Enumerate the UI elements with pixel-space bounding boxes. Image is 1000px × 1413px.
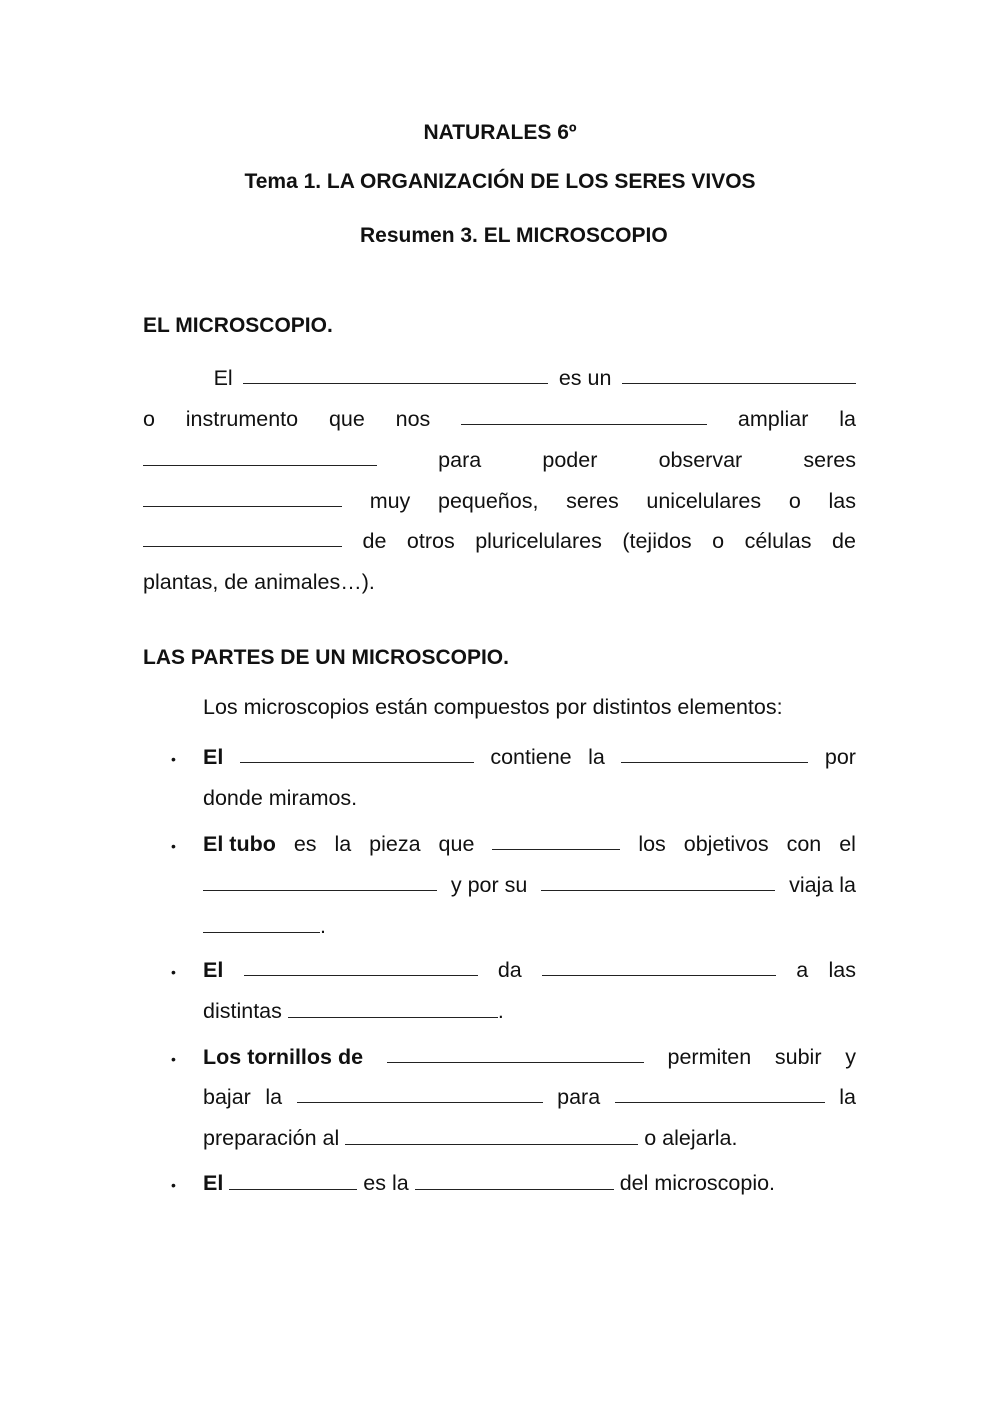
- fill-blank[interactable]: [243, 365, 548, 384]
- bullet-3-line-1: [203, 957, 856, 983]
- word: los: [638, 832, 666, 856]
- word: pieza: [369, 832, 421, 856]
- fill-blank[interactable]: [288, 999, 498, 1018]
- word: El tubo: [203, 832, 276, 856]
- word: la: [588, 745, 605, 769]
- word: de: [362, 529, 387, 553]
- word: del microscopio.: [619, 1171, 776, 1195]
- fill-blank[interactable]: [621, 744, 808, 763]
- section-heading-microscopio: EL MICROSCOPIO.: [143, 314, 333, 337]
- word: El: [203, 1171, 224, 1195]
- word: y: [845, 1045, 856, 1069]
- fill-blank[interactable]: [229, 1171, 357, 1190]
- page-subject: NATURALES 6º: [423, 121, 577, 144]
- fill-blank[interactable]: [244, 957, 478, 976]
- bullet-icon: •: [171, 1051, 176, 1067]
- word: o alejarla.: [644, 1126, 738, 1150]
- fill-blank[interactable]: [461, 406, 707, 425]
- bullet-icon: •: [171, 964, 176, 980]
- word: ampliar: [737, 407, 809, 431]
- fill-blank[interactable]: [297, 1084, 543, 1103]
- intro-text: Los microscopios están compuestos por distintos elementos:: [203, 695, 783, 719]
- bullet-icon: •: [171, 838, 176, 854]
- word: El: [213, 366, 233, 390]
- word: a: [796, 958, 809, 982]
- word: es la: [363, 1171, 409, 1195]
- word: contiene: [490, 745, 572, 769]
- fill-blank[interactable]: [143, 528, 342, 547]
- fill-blank[interactable]: [615, 1084, 825, 1103]
- word: para: [557, 1085, 601, 1109]
- word: instrumento: [185, 407, 299, 431]
- word: por: [824, 745, 856, 769]
- fill-blank[interactable]: [240, 744, 474, 763]
- word: muy: [369, 489, 411, 513]
- word: o: [143, 407, 155, 431]
- word: bajar: [203, 1085, 251, 1109]
- fill-blank[interactable]: [542, 957, 776, 976]
- bullet-1-line-1: [203, 744, 856, 770]
- word: distintas: [203, 999, 282, 1023]
- word: seres: [803, 448, 856, 472]
- paragraph-line-3: [143, 447, 856, 473]
- word: nos: [395, 407, 431, 431]
- word: Los tornillos de: [203, 1045, 364, 1069]
- bullet-4-line-3: [203, 1125, 737, 1151]
- section-heading-partes: LAS PARTES DE UN MICROSCOPIO.: [143, 646, 509, 669]
- word: (tejidos: [622, 529, 692, 553]
- word: seres: [566, 489, 619, 513]
- bullet-5-line-1: [203, 1170, 775, 1196]
- fill-blank[interactable]: [203, 872, 437, 891]
- word: .: [497, 999, 504, 1023]
- fill-blank[interactable]: [415, 1171, 614, 1190]
- word: otros: [406, 529, 455, 553]
- paragraph-line-2: [143, 406, 856, 432]
- bullet-icon: •: [171, 1177, 176, 1193]
- fill-blank[interactable]: [622, 365, 856, 384]
- bullet-icon: •: [171, 751, 176, 767]
- word: la: [839, 1085, 856, 1109]
- word: con: [786, 832, 822, 856]
- word: las: [828, 958, 856, 982]
- word: la: [265, 1085, 283, 1109]
- word: El: [203, 958, 224, 982]
- fill-blank[interactable]: [203, 914, 320, 933]
- word: subir: [774, 1045, 822, 1069]
- paragraph-line-6: plantas, de animales…).: [143, 570, 375, 594]
- word: es un: [558, 366, 612, 390]
- word: objetivos: [683, 832, 769, 856]
- fill-blank[interactable]: [345, 1126, 638, 1145]
- page-topic: Tema 1. LA ORGANIZACIÓN DE LOS SERES VIVOS: [244, 170, 756, 193]
- word: poder: [542, 448, 598, 472]
- word: que: [438, 832, 475, 856]
- fill-blank[interactable]: [541, 872, 775, 891]
- word: las: [828, 489, 856, 513]
- page-summary: Resumen 3. EL MICROSCOPIO: [360, 224, 668, 247]
- fill-blank[interactable]: [143, 488, 342, 507]
- word: pluricelulares: [475, 529, 602, 553]
- word: para: [438, 448, 482, 472]
- paragraph-line-5: [143, 528, 856, 554]
- word: permiten: [667, 1045, 752, 1069]
- fill-blank[interactable]: [492, 831, 620, 850]
- word: o: [788, 489, 801, 513]
- word: viaja la: [789, 873, 856, 897]
- word: .: [320, 914, 326, 938]
- paragraph-line-1: [143, 365, 856, 391]
- bullet-4-line-1: [203, 1044, 856, 1070]
- bullet-3-line-2: [203, 998, 504, 1024]
- word: y por su: [450, 873, 528, 897]
- paragraph-line-4: [143, 488, 856, 514]
- fill-blank[interactable]: [387, 1044, 644, 1063]
- bullet-2-line-3: [203, 913, 326, 939]
- word: pequeños,: [438, 489, 539, 513]
- word: observar: [658, 448, 743, 472]
- fill-blank[interactable]: [143, 447, 377, 466]
- word: o: [712, 529, 725, 553]
- word: de: [832, 529, 856, 553]
- bullet-4-line-2: [203, 1084, 856, 1110]
- word: da: [497, 958, 522, 982]
- word: unicelulares: [646, 489, 762, 513]
- word: preparación al: [203, 1126, 340, 1150]
- word: es: [293, 832, 317, 856]
- bullet-1-line-2: donde miramos.: [203, 786, 358, 810]
- word: que: [328, 407, 365, 431]
- word: El: [203, 745, 224, 769]
- word: el: [839, 832, 856, 856]
- bullet-2-line-2: [203, 872, 856, 898]
- word: la: [334, 832, 352, 856]
- bullet-2-line-1: [203, 831, 856, 857]
- word: la: [839, 407, 856, 431]
- word: células: [744, 529, 812, 553]
